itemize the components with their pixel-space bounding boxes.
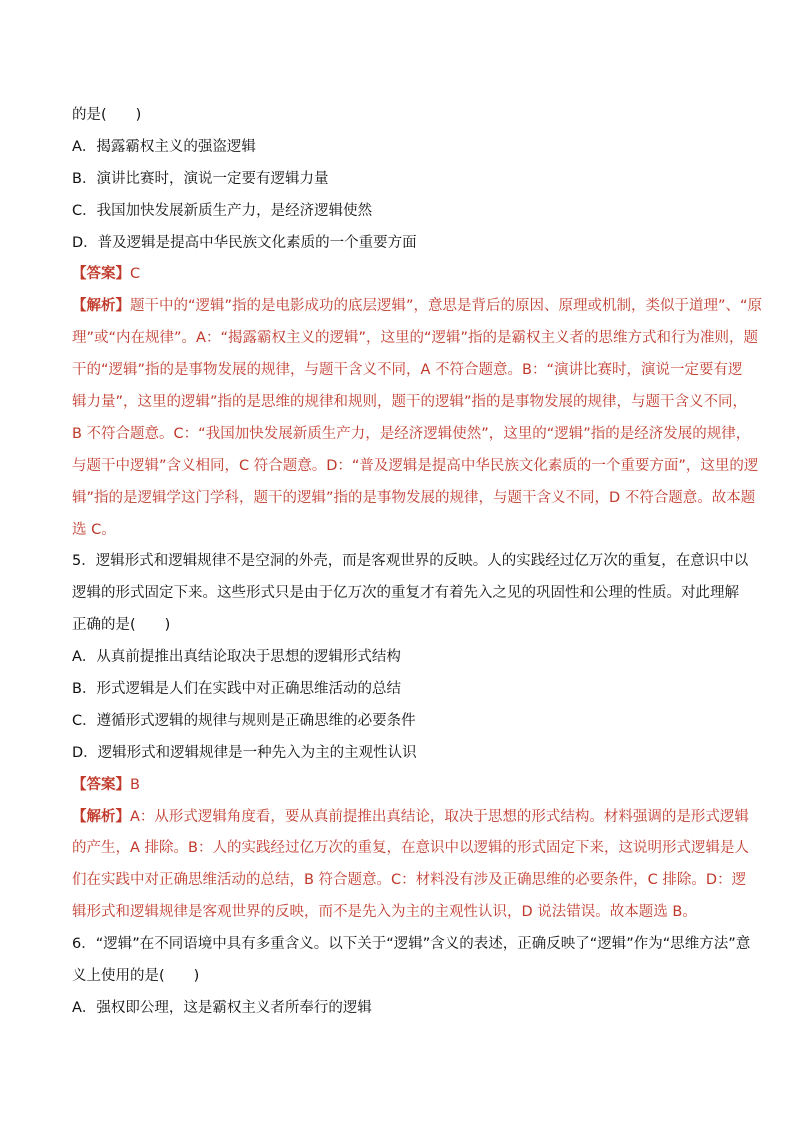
question-4-analysis-line: 干的“逻辑”指的是事物发展的规律，与题干含义不同，A 不符合题意。B：“演讲比赛时，演说一定要有逻 xyxy=(72,362,743,379)
question-4-stem-tail: 的是( ) xyxy=(72,107,142,123)
question-5-analysis-line: 的产生，A 排除。B：人的实践经过亿万次的重复，在意识中以逻辑的形式固定下来，这说明形式逻辑是人 xyxy=(72,840,749,857)
question-4-option-c: C．我国加快发展新质生产力，是经济逻辑使然 xyxy=(72,202,373,219)
question-4-analysis-line: 与题干中逻辑”含义相同，C 符合题意。D：“普及逻辑是提高中华民族文化素质的一个重要方面”，这里的逻 xyxy=(72,457,759,474)
question-5-stem-line: 正确的是( ) xyxy=(72,617,171,634)
analysis-label: 【解析】 xyxy=(72,298,130,315)
answer-value: B xyxy=(130,776,140,793)
question-4-option-b: B．演讲比赛时，演说一定要有逻辑力量 xyxy=(72,170,329,187)
question-5-analysis-line: 们在实践中对正确思维活动的总结，B 符合题意。C：材料没有涉及正确思维的必要条件，C 排除。D：逻 xyxy=(72,872,747,889)
analysis-label: 【解析】 xyxy=(72,808,130,825)
question-5-option-c: C．遵循形式逻辑的规律与规则是正确思维的必要条件 xyxy=(72,712,416,729)
answer-label: 【答案】 xyxy=(72,776,130,793)
question-4-analysis-line: 辑力量”，这里的逻辑”指的是思维的规律和规则，题干的逻辑”指的是事物发展的规律，与题干含义不同， xyxy=(72,394,748,411)
answer-value: C xyxy=(130,266,141,283)
question-4-analysis-line xyxy=(72,291,763,323)
question-5-answer xyxy=(72,770,722,802)
question-5-stem-line: 5．逻辑形式和逻辑规律不是空洞的外壳，而是客观世界的反映。人的实践经过亿万次的重复，在意识中以 xyxy=(72,553,749,570)
question-4-analysis-line: B 不符合题意。C：“我国加快发展新质生产力，是经济逻辑使然”，这里的“逻辑”指的是经济发展的规律， xyxy=(72,425,751,442)
question-5-analysis-line xyxy=(72,802,749,834)
question-5-stem-line: 逻辑的形式固定下来。这些形式只是由于亿万次的重复才有着先入之见的巩固性和公理的性质。对此理解 xyxy=(72,585,739,602)
question-5-option-b: B．形式逻辑是人们在实践中对正确思维活动的总结 xyxy=(72,681,401,698)
answer-label: 【答案】 xyxy=(72,266,130,283)
question-6-stem-line: 6．“逻辑”在不同语境中具有多重含义。以下关于“逻辑”含义的表述，正确反映了“逻辑”作为“思维方法”意 xyxy=(72,936,751,953)
question-5-option-a: A．从真前提推出真结论取决于思想的逻辑形式结构 xyxy=(72,649,401,666)
question-4-analysis-line: 理”或“内在规律”。A：“揭露霸权主义的逻辑”，这里的“逻辑”指的是霸权主义者的思维方式和行为准则，题 xyxy=(72,330,758,347)
question-4-answer xyxy=(72,259,722,291)
analysis-text: 题干中的“逻辑”指的是电影成功的底层逻辑”，意思是背后的原因、原理或机制，类似于道理”、“原 xyxy=(130,298,763,315)
question-4-analysis-line: 选 C。 xyxy=(72,521,116,538)
question-6-option-a: A．强权即公理，这是霸权主义者所奉行的逻辑 xyxy=(72,999,372,1016)
question-6-stem-line: 义上使用的是( ) xyxy=(72,968,200,985)
question-5-option-d: D．逻辑形式和逻辑规律是一种先入为主的主观性认识 xyxy=(72,744,417,761)
question-4-analysis-line: 辑”指的是逻辑学这门学科，题干的逻辑”指的是事物发展的规律，与题干含义不同，D 不符合题意。故本题 xyxy=(72,489,756,506)
analysis-text: A：从形式逻辑角度看，要从真前提推出真结论，取决于思想的形式结构。材料强调的是形式逻辑 xyxy=(130,808,749,825)
page-content xyxy=(72,100,763,1025)
question-4-option-d: D．普及逻辑是提高中华民族文化素质的一个重要方面 xyxy=(72,234,417,251)
question-4-option-a: A．揭露霸权主义的强盗逻辑 xyxy=(72,138,256,155)
question-5-analysis-line: 辑形式和逻辑规律是客观世界的反映，而不是先入为主的主观性认识，D 说法错误。故本题选 B。 xyxy=(72,904,697,921)
